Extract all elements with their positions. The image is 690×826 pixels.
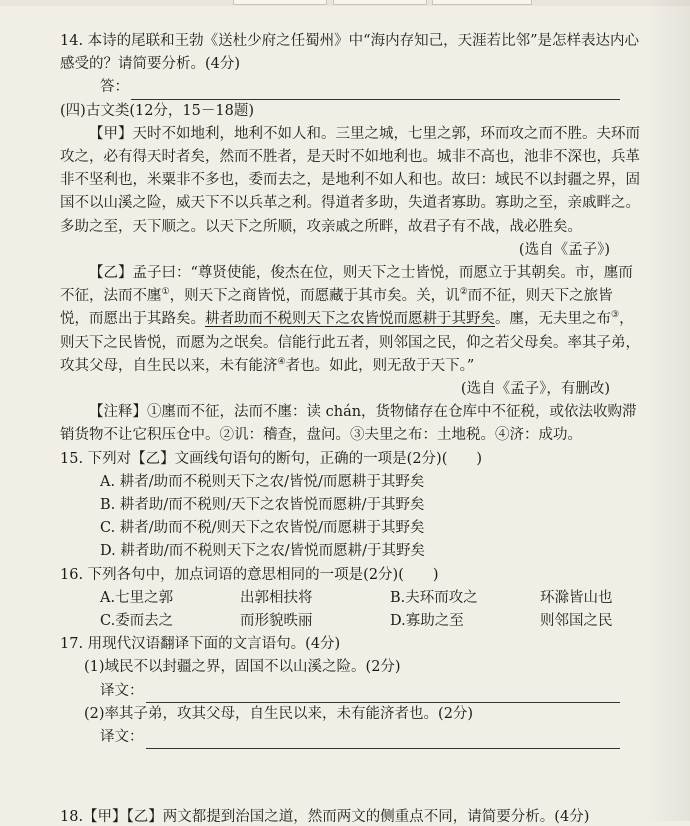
passage-jia: 【甲】天时不如地利，地利不如人和。三里之城，七里之郭，环而攻之而不胜。夫环而攻之，必有得天时者矣，然而不胜者，是天时不如地利也。城非不高也，池非不深也，兵革非不坚利也，米粟非不多也，委而去之，是地利不如人和也。故曰：域民不以封疆之界，固国不以山溪之险，威天下不以兵革之利。得道者多助，失道者寡助。寡助之至，亲戚畔之。多助之至，天下顺之。以天下之所顺，攻亲戚之所畔，故君子有不战，战必胜矣。 (60, 125, 640, 235)
q17-sentence-1: (1)域民不以封疆之界，固国不以山溪之险。(2分) (84, 659, 401, 676)
passage-jia-source: (选自《孟子》) (518, 241, 610, 258)
passage-yi-source: (选自《孟子》，有删改) (460, 381, 610, 398)
q16-options-row-2 (100, 610, 640, 633)
section-heading: (四)古文类(12分，15－18题) (60, 102, 254, 119)
q16-option-a[interactable]: A.七里之郭 (100, 589, 174, 606)
question-17: 17. 用现代汉语翻译下面的文言语句。(4分) (60, 636, 341, 653)
q17-translation-1[interactable] (100, 680, 640, 703)
q17-sentence-2: (2)率其子弟，攻其父母，自生民以来，未有能济者也。(2分) (84, 705, 474, 722)
underlined-sentence: 耕者助而不税则天下之农皆悦而愿耕于其野矣 (205, 311, 495, 328)
q16-option-b-pair: 环滁皆山也 (540, 589, 613, 606)
q16-option-d[interactable]: D.寡助之至 (390, 613, 464, 630)
note-ref-4: ④ (277, 357, 286, 368)
answer-line (131, 81, 620, 100)
q15-option-c[interactable]: C. 耕者/助而不税/则天下之农皆悦/而愿耕于其野矣 (100, 520, 425, 537)
top-tab-2 (333, 0, 427, 5)
page-edge-shadow (646, 0, 690, 821)
q15-option-a[interactable]: A. 耕者/助而不税则天下之农/皆悦/而愿耕于其野矣 (100, 473, 425, 490)
question-15: 15. 下列对【乙】文画线句语句的断句，正确的一项是(2分)( ) (60, 450, 483, 467)
question-18-cut: 18.【甲】【乙】两文都提到治国之道，然而两文的侧重点不同，请简要分析。(4分) (60, 809, 590, 825)
q15-option-b[interactable]: B. 耕者助/而不税则/天下之农皆悦而愿耕/于其野矣 (100, 497, 425, 514)
q16-option-c-pair: 而形貌昳丽 (240, 613, 313, 630)
note-ref-1: ① (161, 287, 170, 298)
translation-line (146, 730, 621, 749)
q17-translation-2[interactable] (100, 726, 640, 749)
question-16: 16. 下列各句中，加点词语的意思相同的一项是(2分)( ) (60, 566, 439, 583)
translate-label: 译文： (100, 729, 144, 746)
q16-option-b[interactable]: B.夫环而攻之 (390, 589, 478, 606)
q15-option-d[interactable]: D. 耕者助/而不税则天下之农/皆悦而愿耕/于其野矣 (100, 543, 425, 560)
exam-page (60, 30, 640, 749)
notes: 【注释】①廛而不征，法而不廛：读 chán，货物储存在仓库中不征税，或依法收购滞销货物不让它积压仓中。②讥：稽查，盘问。③夫里之布：土地税。④济：成功。 (60, 404, 637, 444)
q16-option-a-pair: 出郭相扶将 (240, 589, 313, 606)
translate-label: 译文： (100, 682, 144, 699)
question-14: 14. 本诗的尾联和王勃《送杜少府之任蜀州》中“海内存知己，天涯若比邻”是怎样表达内心感受的？请简要分析。(4分) (60, 33, 639, 73)
answer-label: 答： (100, 79, 129, 96)
top-tab-3 (432, 0, 532, 5)
q16-option-c[interactable]: C.委而去之 (100, 613, 174, 630)
translation-line (146, 684, 621, 703)
passage-yi: 【乙】孟子曰：“尊贤使能，俊杰在位，则天下之士皆悦，而愿立于其朝矣。市，廛而不征，法而不廛①，则天下之商皆悦，而愿藏于其市矣。关，讥②而不征，则天下之旅皆悦，而愿出于其路矣。耕者助而不税则天下之农皆悦而愿耕于其野矣。廛，无夫里之布③，则天下之民皆悦，而愿为之氓矣。信能行此五者，则邻国之民，仰之若父母矣。率其子弟，攻其父母，自生民以来，未有能济④者也。如此，则无敌于天下。” (60, 265, 640, 374)
q16-options-row-1 (100, 587, 640, 610)
answer-14 (100, 76, 640, 99)
top-tab-1 (233, 0, 327, 5)
q16-option-d-pair: 则邻国之民 (540, 613, 613, 630)
note-ref-2: ② (459, 287, 468, 298)
note-ref-3: ③ (611, 310, 620, 321)
